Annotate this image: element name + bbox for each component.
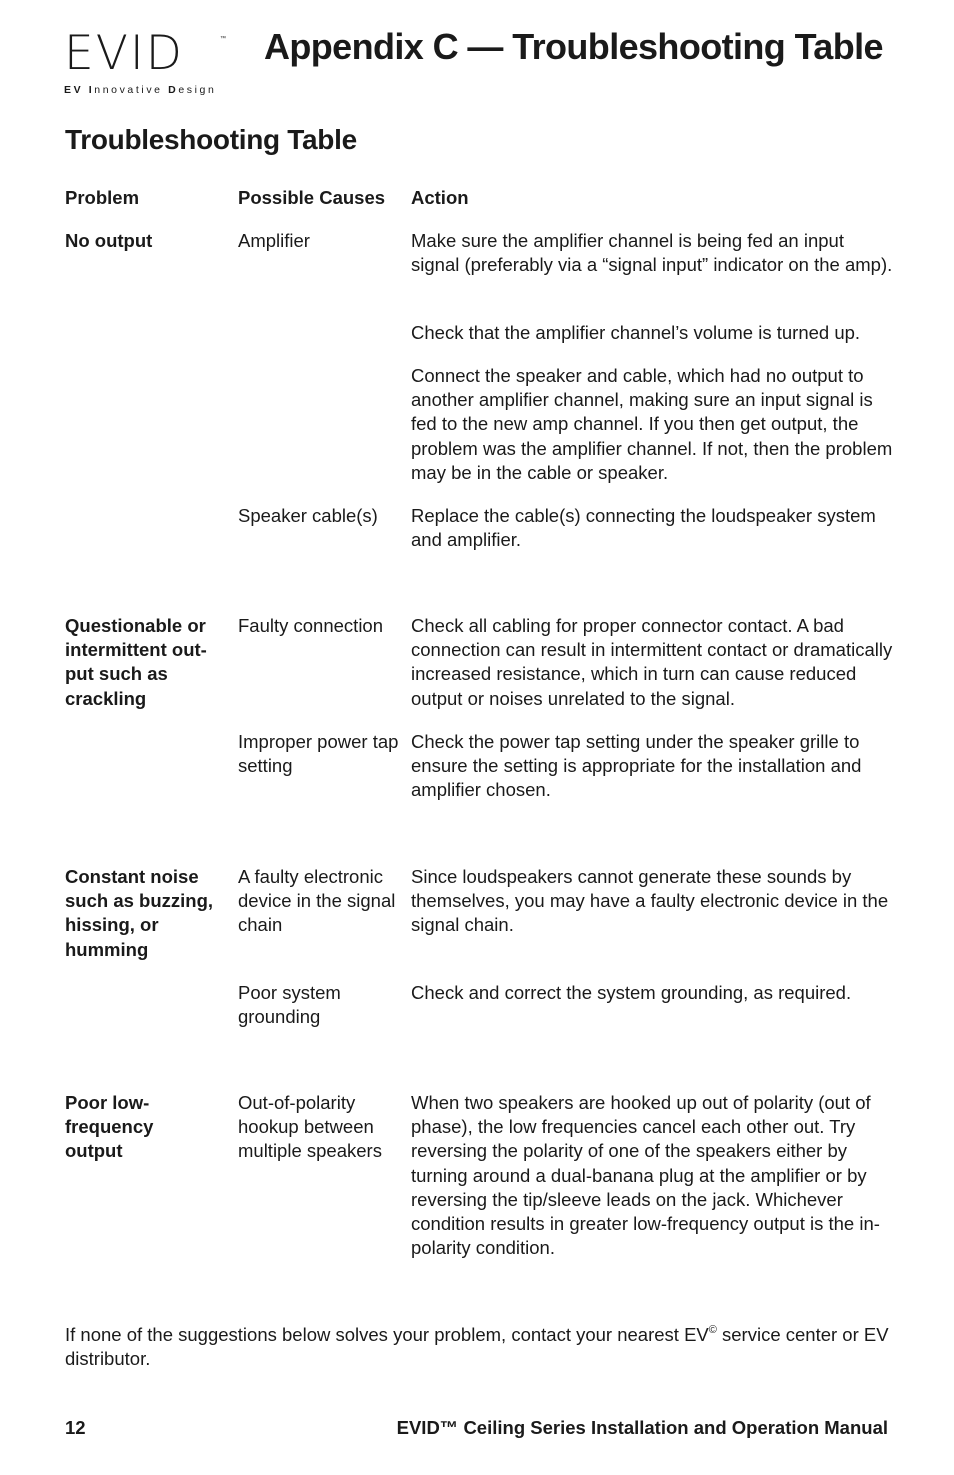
logo-wordmark: EVID (64, 26, 184, 81)
footer-note: If none of the suggestions below solves your problem, contact your nearest EV© service center or EV distributor. (65, 1324, 889, 1370)
cause-faulty-device: A faulty electronic device in the signal chain (238, 866, 396, 936)
page-title: Appendix C — Troubleshooting Table (264, 26, 883, 67)
logo-tagline: EV Innovative Design (64, 84, 217, 96)
section-title: Troubleshooting Table (65, 124, 357, 155)
cause-faulty-connection: Faulty connection (238, 615, 384, 636)
cause-polarity: Out-of-polarity hookup between multiple speakers (238, 1092, 382, 1162)
problem-intermittent: Questionable or intermittent out-put such as crackling (65, 615, 207, 709)
column-header-action: Action (411, 187, 469, 208)
problem-no-output: No output (65, 230, 153, 251)
action-amplifier-2: Check that the amplifier channel’s volume is turned up. (411, 322, 861, 343)
problem-low-frequency: Poor low-frequency output (65, 1092, 154, 1162)
action-speaker-cable: Replace the cable(s) connecting the loudspeaker system and amplifier. (411, 505, 876, 551)
cause-amplifier: Amplifier (238, 230, 310, 251)
action-amplifier-3: Connect the speaker and cable, which had no output to another amplifier channel, making sure an input signal is fed to the new amp channel. If you then get output, the problem was the amplifier channel. If not, then the problem may be in the cable or speaker. (411, 365, 893, 483)
column-header-causes: Possible Causes (238, 187, 386, 208)
action-faulty-connection: Check all cabling for proper connector contact. A bad connection can result in intermittent contact or dramatically increased resistance, which in turn can cause reduced output or noises unrelated to the signal. (411, 615, 893, 709)
evid-logo (64, 26, 229, 100)
action-power-tap: Check the power tap setting under the speaker grille to ensure the setting is appropriate for the installation and amplifier chosen. (411, 731, 862, 801)
action-polarity: When two speakers are hooked up out of polarity (out of phase), the low frequencies cancel each other out. Try reversing the polarity of one of the speakers either by turning around a dual-banana plug at the amplifier or by reversing the tip/sleeve leads on the jack. Whichever condition results in greater low-frequency output is the in-polarity condition. (411, 1092, 880, 1259)
action-faulty-device: Since loudspeakers cannot generate these sounds by themselves, you may have a faulty electronic device in the signal chain. (411, 866, 889, 936)
manual-title: EVID™ Ceiling Series Installation and Operation Manual (396, 1417, 888, 1438)
cause-grounding: Poor system grounding (238, 982, 341, 1028)
action-amplifier-1: Make sure the amplifier channel is being fed an input signal (preferably via a “signal input” indicator on the amp). (411, 230, 893, 276)
cause-speaker-cable: Speaker cable(s) (238, 505, 378, 526)
logo-trademark: ™ (220, 36, 226, 42)
column-header-problem: Problem (65, 187, 140, 208)
action-grounding: Check and correct the system grounding, as required. (411, 982, 852, 1003)
problem-constant-noise: Constant noise such as buzzing, hissing, or humming (65, 866, 214, 960)
page-number: 12 (65, 1417, 86, 1438)
cause-power-tap: Improper power tap setting (238, 731, 399, 777)
